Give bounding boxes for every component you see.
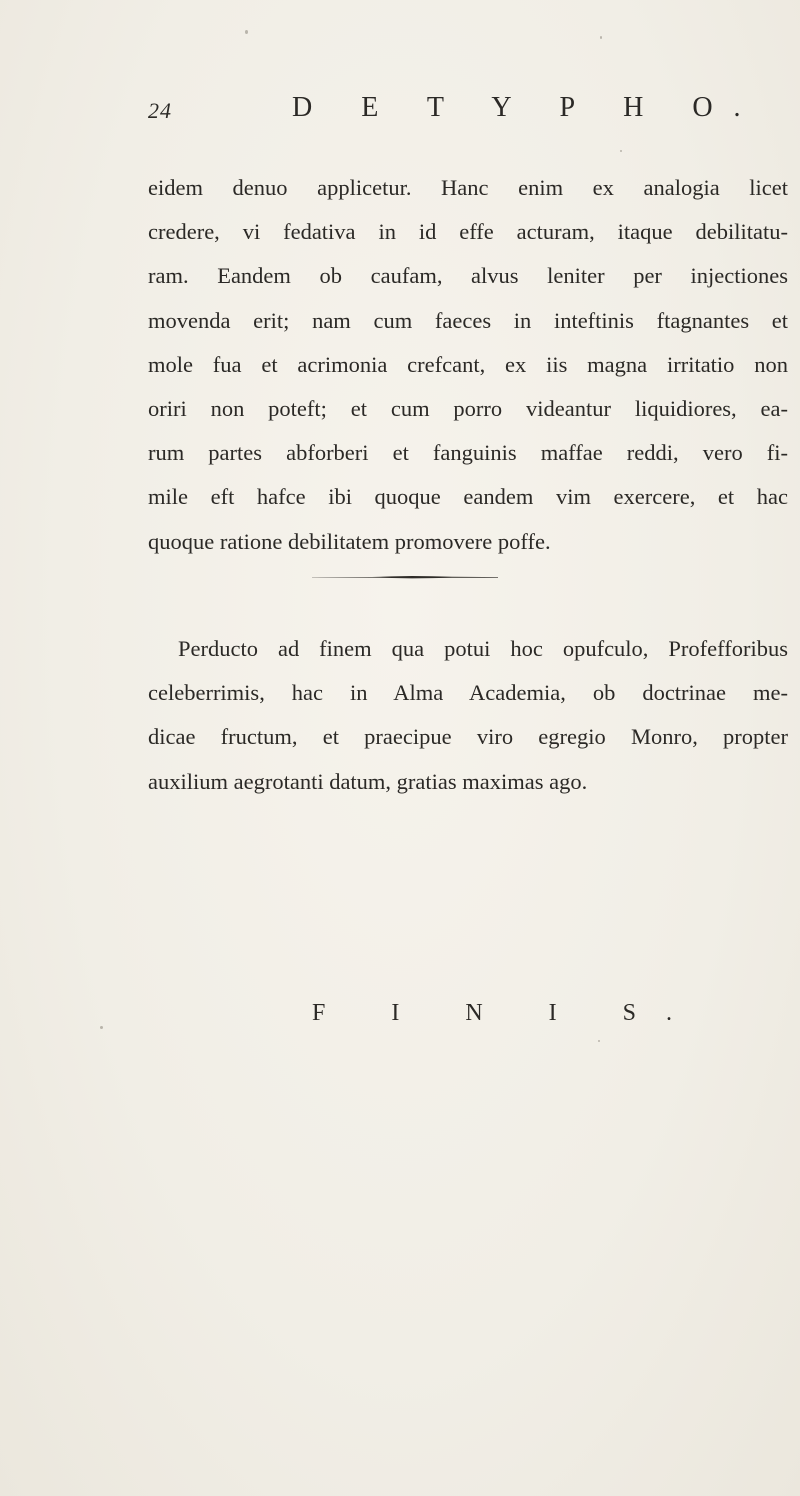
running-head	[0, 92, 800, 128]
text-line: rum partes abforberi et fanguinis maffae reddi, vero fi-	[148, 440, 788, 466]
text-line: mole fua et acrimonia crefcant, ex iis magna irritatio non	[148, 351, 788, 377]
text-line: oriri non poteft; et cum porro videantur liquidiores, ea-	[148, 395, 788, 421]
text-line: celeberrimis, hac in Alma Academia, ob doctrinae me-	[148, 680, 788, 706]
paragraph-1	[148, 166, 788, 564]
text-line: ram. Eandem ob caufam, alvus leniter per injectiones	[148, 263, 788, 289]
text-line: Perducto ad finem qua potui hoc opufculo, Profefforibus	[178, 636, 788, 661]
finis-closing: F I N I S.	[312, 1000, 703, 1026]
paper-speck	[245, 30, 248, 34]
paper-speck	[600, 36, 602, 39]
paper-speck	[100, 1026, 103, 1029]
text-line: auxilium aegrotanti datum, gratias maximas ago.	[148, 768, 588, 794]
page-number: 24	[148, 98, 172, 123]
paragraph-2	[148, 627, 788, 804]
text-line: credere, vi fedativa in id effe acturam, itaque debilitatu-	[148, 219, 788, 245]
text-line: eidem denuo applicetur. Hanc enim ex analogia licet	[148, 175, 788, 200]
section-divider-rule	[312, 574, 498, 580]
text-line: dicae fructum, et praecipue viro egregio Monro, propter	[148, 724, 788, 750]
text-line: mile eft hafce ibi quoque eandem vim exercere, et hac	[148, 484, 788, 510]
text-line: quoque ratione debilitatem promovere poffe.	[148, 528, 551, 554]
paper-speck	[598, 1040, 600, 1042]
running-title: D E T Y P H O.	[292, 92, 762, 123]
paper-speck	[620, 150, 622, 152]
text-line: movenda erit; nam cum faeces in inteftinis ftagnantes et	[148, 307, 788, 333]
